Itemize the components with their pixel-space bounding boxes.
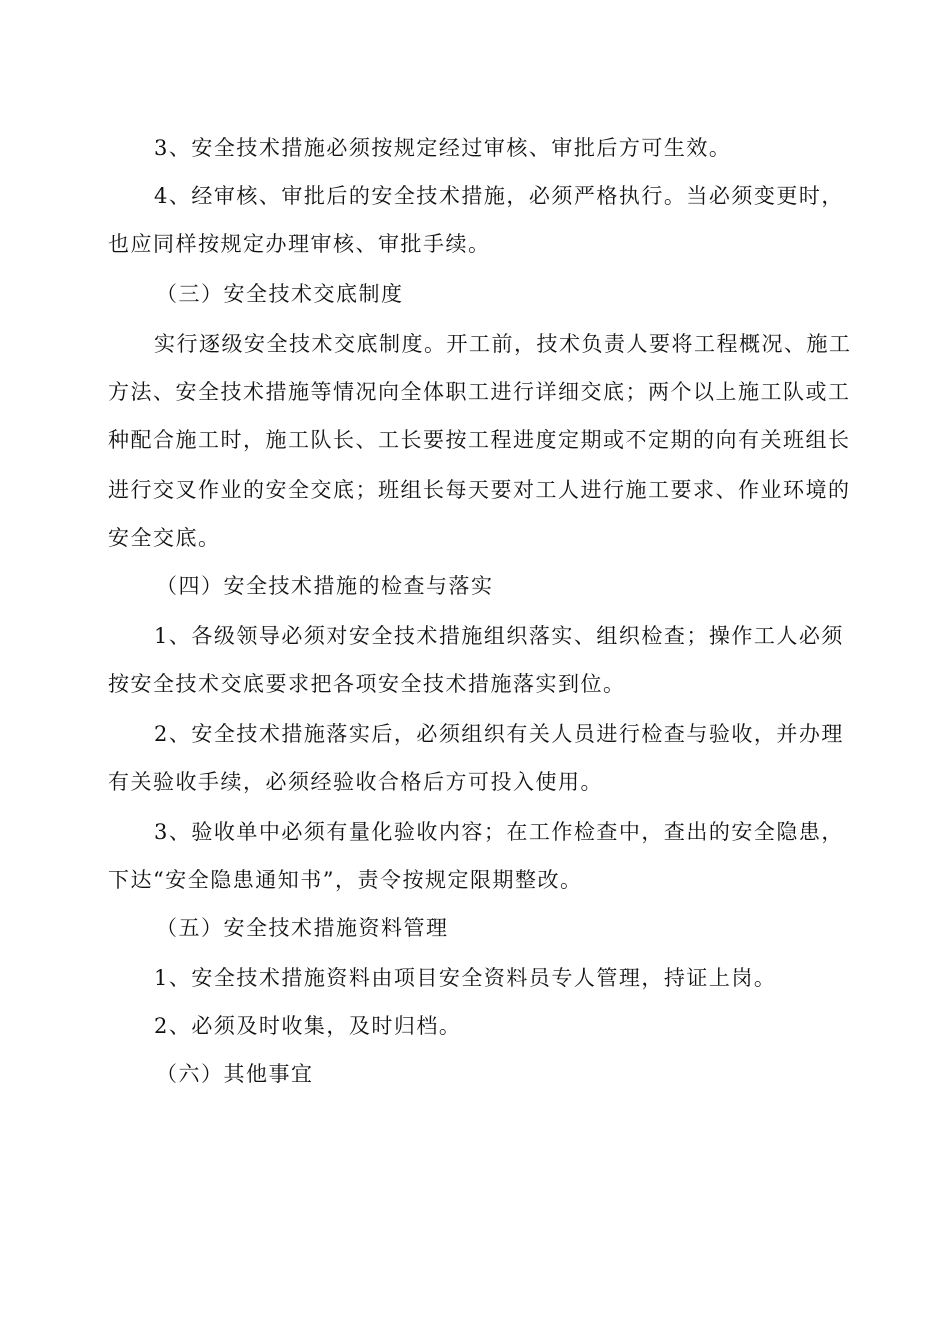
paragraph-text: 下达“安全隐患通知书”，责令按规定限期整改。 (108, 868, 583, 892)
paragraph-text: 按安全技术交底要求把各项安全技术措施落实到位。 (108, 672, 626, 696)
paragraph-line (0, 172, 950, 220)
section-heading (0, 1050, 950, 1098)
paragraph-line (0, 808, 950, 856)
paragraph-text: 3、安全技术措施必须按规定经过审核、审批后方可生效。 (154, 136, 732, 160)
paragraph-line (0, 758, 950, 806)
paragraph-text: 也应同样按规定办理审核、审批手续。 (108, 232, 491, 256)
paragraph-text: 3、验收单中必须有量化验收内容；在工作检查中，查出的安全隐患， (154, 820, 844, 844)
paragraph-line (0, 124, 950, 172)
paragraph-line (0, 220, 950, 268)
paragraph-line (0, 856, 950, 904)
section-heading-text: （三）安全技术交底制度 (156, 282, 404, 306)
paragraph-text: 1、各级领导必须对安全技术措施组织落实、组织检查；操作工人必须 (154, 624, 844, 648)
section-heading (0, 562, 950, 610)
paragraph-text: 2、安全技术措施落实后，必须组织有关人员进行检查与验收，并办理 (154, 722, 844, 746)
paragraph-line (0, 710, 950, 758)
paragraph-text: 安全交底。 (108, 526, 221, 550)
paragraph-line (0, 416, 950, 464)
paragraph-text: 进行交叉作业的安全交底；班组长每天要对工人进行施工要求、作业环境的 (108, 478, 851, 502)
paragraph-text: 方法、安全技术措施等情况向全体职工进行详细交底；两个以上施工队或工 (108, 380, 851, 404)
paragraph-line (0, 368, 950, 416)
paragraph-line (0, 954, 950, 1002)
paragraph-text: 实行逐级安全技术交底制度。开工前，技术负责人要将工程概况、施工 (154, 332, 852, 356)
paragraph-text: 4、经审核、审批后的安全技术措施，必须严格执行。当必须变更时， (154, 184, 844, 208)
section-heading-text: （五）安全技术措施资料管理 (156, 916, 449, 940)
paragraph-text: 1、安全技术措施资料由项目安全资料员专人管理，持证上岗。 (154, 966, 777, 990)
paragraph-line (0, 514, 950, 562)
paragraph-line (0, 612, 950, 660)
paragraph-line (0, 320, 950, 368)
paragraph-text: 有关验收手续，必须经验收合格后方可投入使用。 (108, 770, 603, 794)
paragraph-text: 2、必须及时收集，及时归档。 (154, 1014, 462, 1038)
paragraph-line (0, 660, 950, 708)
paragraph-text: 种配合施工时，施工队长、工长要按工程进度定期或不定期的向有关班组长 (108, 428, 851, 452)
section-heading (0, 904, 950, 952)
paragraph-line (0, 1002, 950, 1050)
paragraph-line (0, 466, 950, 514)
section-heading (0, 270, 950, 318)
section-heading-text: （四）安全技术措施的检查与落实 (156, 574, 494, 598)
section-heading-text: （六）其他事宜 (156, 1062, 314, 1086)
